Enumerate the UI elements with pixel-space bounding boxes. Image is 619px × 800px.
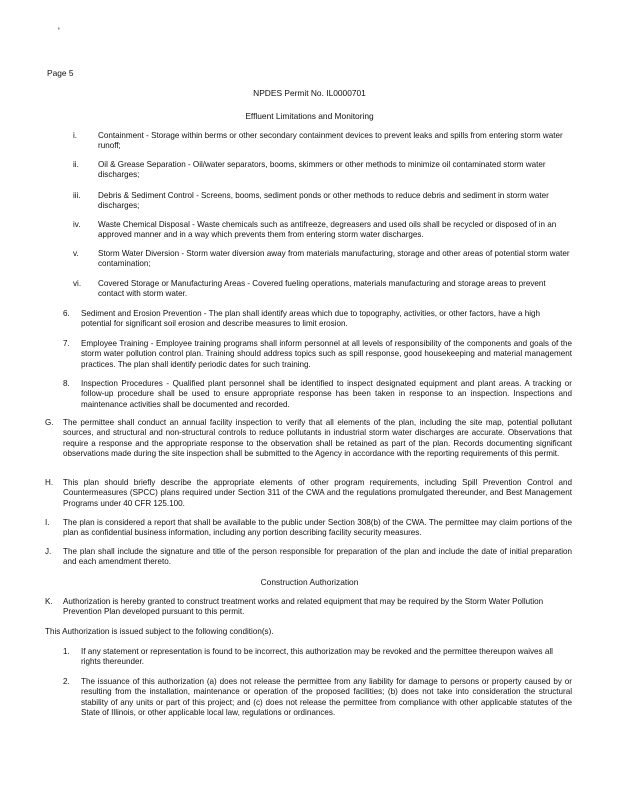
scan-mark: ' [58,26,60,36]
item-number: vi. [73,279,82,288]
item-text: Containment - Storage within berms or other secondary containment devices to prevent leaks and spills from entering storm water runoff; [98,131,563,151]
permit-title: NPDES Permit No. IL0000701 [253,88,366,98]
item-number: K. [45,597,53,606]
item-number: H. [45,478,54,487]
item-number: I. [45,518,50,527]
item-number: iv. [73,220,81,229]
item-text: Oil & Grease Separation - Oil/water separators, booms, skimmers or other methods to minimize oil contaminated storm water discharges; [98,160,546,180]
item-text: This plan should briefly describe the appropriate elements of other program requirements, including Spill Prevention Control and Countermeasures (SPCC) plans required under Section 311 of the CWA and the regulations promulgated thereunder, and Best Management Programs under 40 CFR 125.100. [63,478,572,508]
item-text: Storm Water Diversion - Storm water diversion away from materials manufacturing, storage and other areas of potential storm water contamination; [98,249,570,269]
item-number: i. [73,131,78,140]
item-number: ii. [73,160,79,169]
section-title: Effluent Limitations and Monitoring [245,111,374,121]
authorization-intro: This Authorization is issued subject to the following condition(s). [45,627,274,636]
item-number: 6. [63,309,70,318]
item-number: iii. [73,191,81,200]
page-label: Page 5 [47,68,74,78]
item-number: 7. [63,339,70,348]
item-text: The issuance of this authorization (a) does not release the permittee from any liability for damage to persons or property caused by or resulting from the installation, maintenance or operation of the proposed facilities; (b) does not take into consideration the structural stability of any units or part of this project; and (c) does not release the permittee from compliance with other applicable statutes of the State of Illinois, or other applicable local law, regulations or ordinances. [81,677,572,717]
item-number: J. [45,547,52,556]
item-number: v. [73,249,79,258]
item-text: Inspection Procedures - Qualified plant personnel shall be identified to inspect designated equipment and plant areas. A tracking or follow-up procedure shall be used to ensure appropriate response has been taken in response to an inspection. Inspections and maintenance activities shall be documented and recorded. [81,379,572,409]
item-number: 1. [63,647,70,656]
item-text: Employee Training - Employee training programs shall inform personnel at all levels of responsibility of the components and goals of the storm water pollution control plan. Training should address topics such as spill response, good housekeeping and material management practices. The plan shall identify periodic dates for such training. [81,339,572,369]
item-text: The plan is considered a report that shall be available to the public under Section 308(b) of the CWA. The permittee may claim portions of the plan as confidential business information, including any portion describing facility security measures. [63,518,572,538]
item-text: If any statement or representation is found to be incorrect, this authorization may be revoked and the permittee thereupon waives all rights thereunder. [81,647,553,667]
item-number: 8. [63,379,70,388]
item-number: 2. [63,677,70,686]
item-text: Debris & Sediment Control - Screens, booms, sediment ponds or other methods to reduce debris and sediment in storm water discharges; [98,191,549,211]
item-text: Authorization is hereby granted to construct treatment works and related equipment that may be required by the Storm Water Pollution Prevention Plan developed pursuant to this permit. [63,597,544,617]
item-text: The plan shall include the signature and title of the person responsible for preparation of the plan and include the date of initial preparation and each amendment thereto. [63,547,572,567]
item-text: Covered Storage or Manufacturing Areas - Covered fueling operations, materials manufacturing and storage areas to prevent contact with storm water. [98,279,546,299]
item-text: The permittee shall conduct an annual facility inspection to verify that all elements of the plan, including the site map, potential pollutant sources, and structural and non-structural controls to reduce pollutants in industrial storm water discharges are accurate. Observations that require a response and the appropriate response to the observation shall be retained as part of the plan. Records documenting significant observations made during the site inspection shall be submitted to the Agency in accordance with the reporting requirements of this permit. [63,418,572,458]
item-number: G. [45,418,54,427]
construction-heading: Construction Authorization [260,577,359,587]
item-text: Waste Chemical Disposal - Waste chemicals such as antifreeze, degreasers and used oils shall be recycled or disposed of in an approved manner and in a way which prevents them from entering storm water discharges. [98,220,557,240]
item-text: Sediment and Erosion Prevention - The plan shall identify areas which due to topography, activities, or other factors, have a high potential for significant soil erosion and describe measures to limit erosion. [81,309,541,329]
